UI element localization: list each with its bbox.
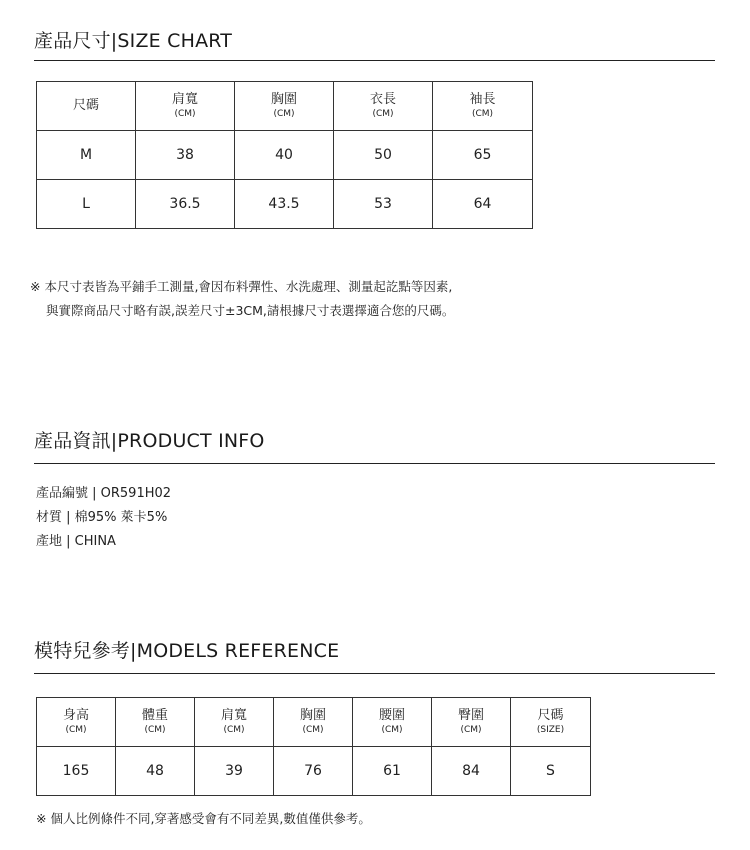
header-unit: (CM): [223, 725, 245, 735]
header-label: 袖長: [469, 92, 496, 107]
origin-line: 產地 | CHINA: [36, 534, 116, 549]
length-cell: 50: [334, 131, 433, 180]
product-info-title: 產品資訊|PRODUCT INFO: [34, 430, 265, 452]
size-chart-header-row: [37, 82, 533, 131]
shoulder-cell: 38: [136, 131, 235, 180]
header-label: 肩寬: [220, 708, 247, 723]
header-unit: (CM): [372, 109, 394, 119]
size-header-cell: [511, 698, 591, 747]
header-unit: (CM): [273, 109, 295, 119]
models-reference-table: [36, 697, 591, 796]
size-note-line2: 與實際商品尺寸略有誤,誤差尺寸±3CM,請根據尺寸表選擇適合您的尺碼。: [46, 303, 455, 318]
header-unit: (CM): [471, 109, 494, 119]
length-cell: 53: [334, 180, 433, 229]
sleeve-header-cell: [433, 82, 533, 131]
shoulder-cell: 39: [195, 747, 274, 796]
header-label: 尺碼: [537, 708, 564, 723]
shoulder-header-cell: [136, 82, 235, 131]
header-label: 肩寬: [171, 92, 198, 107]
shoulder-header-cell: [195, 698, 274, 747]
size-chart-divider: [34, 60, 715, 61]
header-unit: (SIZE): [536, 725, 565, 735]
size-cell: S: [511, 747, 591, 796]
models-note: ※ 個人比例條件不同,穿著感受會有不同差異,數值僅供參考。: [36, 811, 371, 826]
waist-cell: 61: [353, 747, 432, 796]
product-code-line: 產品編號 | OR591H02: [36, 486, 172, 501]
table-row: [37, 131, 533, 180]
header-unit: (CM): [381, 725, 403, 735]
header-label: 體重: [141, 708, 168, 723]
shoulder-cell: 36.5: [136, 180, 235, 229]
chest-header-cell: [274, 698, 353, 747]
hip-header-cell: [432, 698, 511, 747]
sleeve-cell: 64: [433, 180, 533, 229]
weight-cell: 48: [116, 747, 195, 796]
material-line: 材質 | 棉95% 萊卡5%: [36, 510, 168, 525]
header-label: 衣長: [369, 92, 396, 107]
size-chart-table: [36, 81, 533, 229]
header-label: 身高: [62, 708, 89, 723]
table-row: [37, 180, 533, 229]
header-label: 腰圍: [378, 708, 405, 723]
header-label: 尺碼: [72, 98, 99, 113]
models-reference-title: 模特兒參考|MODELS REFERENCE: [34, 640, 340, 662]
header-unit: (CM): [302, 725, 324, 735]
header-unit: (CM): [174, 109, 196, 119]
hip-cell: 84: [432, 747, 511, 796]
chest-cell: 76: [274, 747, 353, 796]
header-unit: (CM): [144, 725, 166, 735]
sleeve-cell: 65: [433, 131, 533, 180]
header-label: 胸圍: [299, 708, 326, 723]
chest-cell: 40: [235, 131, 334, 180]
models-header-row: [37, 698, 591, 747]
size-note-line1: ※ 本尺寸表皆為平鋪手工測量,會因布料彈性、水洗處理、測量起訖點等因素,: [30, 279, 453, 294]
product-info-divider: [34, 463, 715, 464]
size-cell: M: [37, 131, 136, 180]
height-cell: 165: [37, 747, 116, 796]
header-label: 胸圍: [270, 92, 297, 107]
size-cell: L: [37, 180, 136, 229]
header-label: 臀圍: [457, 708, 484, 723]
size-header-cell: [37, 82, 136, 131]
table-row: [37, 747, 591, 796]
waist-header-cell: [353, 698, 432, 747]
models-reference-divider: [34, 673, 715, 674]
header-unit: (CM): [460, 725, 482, 735]
length-header-cell: [334, 82, 433, 131]
size-chart-title: 產品尺寸|SIZE CHART: [34, 30, 233, 52]
header-unit: (CM): [65, 725, 87, 735]
weight-header-cell: [116, 698, 195, 747]
chest-cell: 43.5: [235, 180, 334, 229]
height-header-cell: [37, 698, 116, 747]
chest-header-cell: [235, 82, 334, 131]
